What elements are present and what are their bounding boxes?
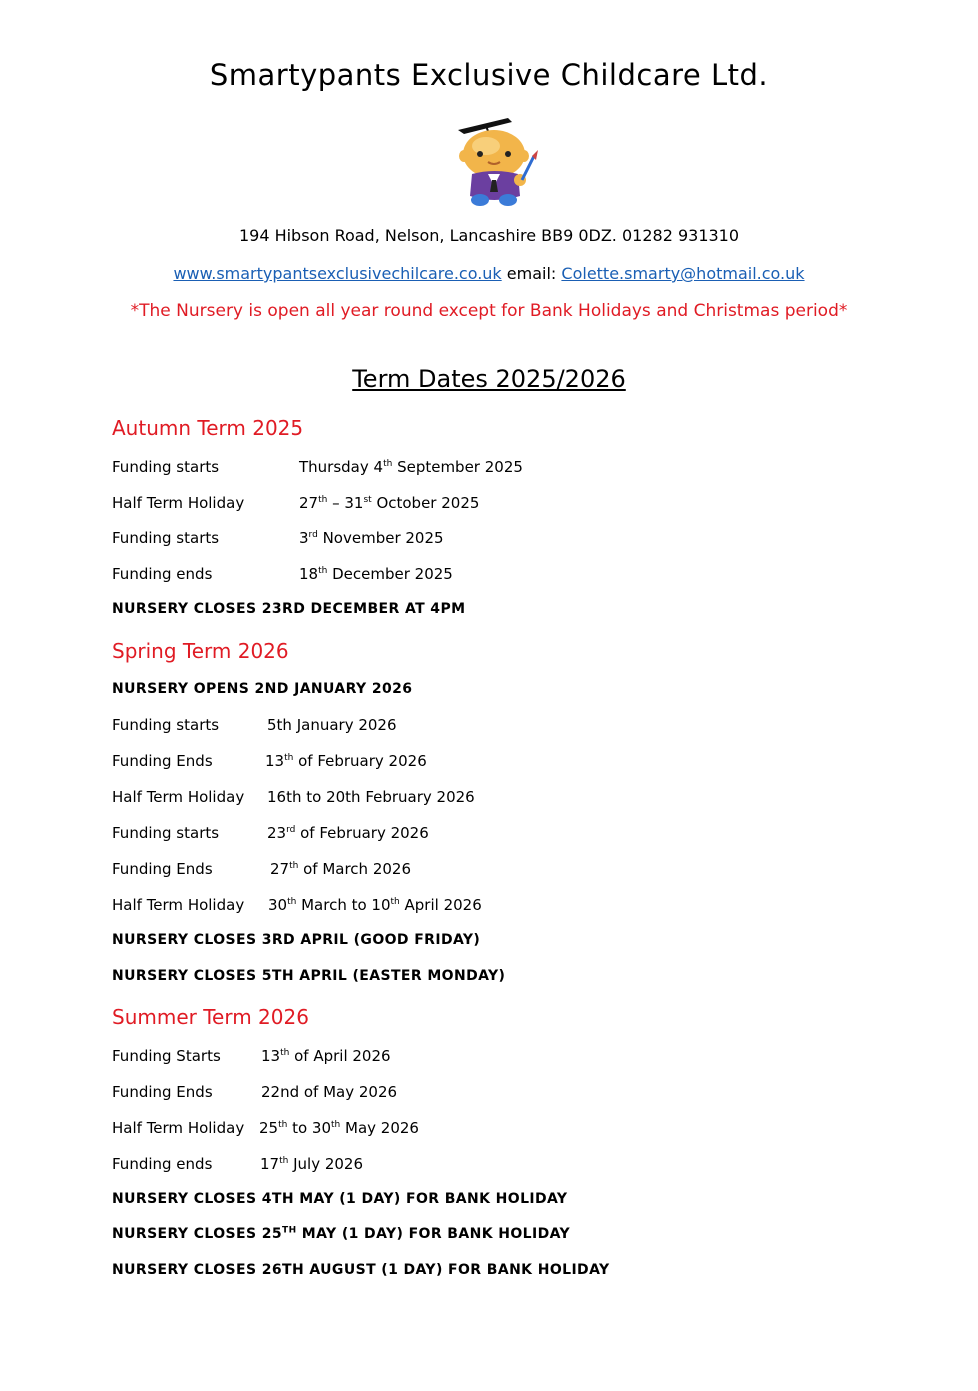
row-label: Funding Starts <box>112 1047 221 1065</box>
row-label: Funding Ends <box>112 1083 213 1101</box>
autumn-term-heading: Autumn Term 2025 <box>112 416 304 440</box>
row-value: 25th to 30th May 2026 <box>259 1119 419 1137</box>
row-value: 17th July 2026 <box>260 1155 364 1173</box>
row-label: Half Term Holiday <box>112 494 245 512</box>
row-label: Funding starts <box>112 716 220 734</box>
graduate-baby-logo-icon <box>456 116 542 208</box>
row-label: Half Term Holiday <box>112 1119 245 1137</box>
row-value: 23rd of February 2026 <box>267 824 429 842</box>
table-row <box>112 788 475 806</box>
closure-note: NURSERY CLOSES 3RD APRIL (GOOD FRIDAY) <box>112 932 481 948</box>
row-value: Thursday 4th September 2025 <box>299 458 523 476</box>
row-value: 22nd of May 2026 <box>261 1083 398 1101</box>
closure-note: NURSERY CLOSES 4TH MAY (1 DAY) FOR BANK HOLIDAY <box>112 1191 568 1207</box>
row-label: Funding ends <box>112 1155 213 1173</box>
table-row <box>112 1155 364 1173</box>
row-label: Funding Ends <box>112 860 213 878</box>
table-row <box>112 716 397 734</box>
email-label: email: <box>506 264 557 283</box>
row-value: 27th of March 2026 <box>270 860 411 878</box>
row-label: Funding starts <box>112 458 220 476</box>
row-value: 5th January 2026 <box>267 716 397 734</box>
row-value: 3rd November 2025 <box>299 529 444 547</box>
table-row <box>112 1083 398 1101</box>
row-label: Funding starts <box>112 529 220 547</box>
page-title: Smartypants Exclusive Childcare Ltd. <box>209 58 769 92</box>
row-value: 18th December 2025 <box>299 565 453 583</box>
closure-note: NURSERY CLOSES 25TH MAY (1 DAY) FOR BANK HOLIDAY <box>112 1225 571 1242</box>
address-line: 194 Hibson Road, Nelson, Lancashire BB9 0DZ. 01282 931310 <box>238 226 740 245</box>
table-row <box>112 1047 391 1065</box>
contact-links <box>0 264 978 283</box>
row-label: Half Term Holiday <box>112 896 245 914</box>
row-label: Funding starts <box>112 824 220 842</box>
table-row <box>112 458 523 476</box>
website-link[interactable]: www.smartypantsexclusivechilcare.co.uk <box>173 264 502 283</box>
closure-note: NURSERY CLOSES 26TH AUGUST (1 DAY) FOR BANK HOLIDAY <box>112 1262 610 1278</box>
summer-term-heading: Summer Term 2026 <box>112 1005 309 1029</box>
table-row <box>112 752 427 770</box>
term-dates-title: Term Dates 2025/2026 <box>352 365 626 393</box>
row-label: Funding Ends <box>112 752 213 770</box>
row-value: 16th to 20th February 2026 <box>267 788 475 806</box>
row-label: Funding ends <box>112 565 213 583</box>
table-row <box>112 896 482 914</box>
opening-note: NURSERY OPENS 2ND JANUARY 2026 <box>112 681 413 697</box>
row-value: 13th of April 2026 <box>261 1047 391 1065</box>
table-row <box>112 529 444 547</box>
table-row <box>112 565 453 583</box>
row-value: 30th March to 10th April 2026 <box>268 896 482 914</box>
table-row <box>112 494 480 512</box>
table-row <box>112 860 411 878</box>
spring-term-heading: Spring Term 2026 <box>112 639 289 663</box>
row-label: Half Term Holiday <box>112 788 245 806</box>
closure-note: NURSERY CLOSES 5TH APRIL (EASTER MONDAY) <box>112 968 506 984</box>
opening-notice: *The Nursery is open all year round except for Bank Holidays and Christmas period* <box>130 301 848 321</box>
email-link[interactable]: Colette.smarty@hotmail.co.uk <box>561 264 805 283</box>
row-value: 27th – 31st October 2025 <box>299 494 480 512</box>
table-row <box>112 1119 419 1137</box>
closure-note: NURSERY CLOSES 23RD DECEMBER AT 4PM <box>112 601 466 617</box>
table-row <box>112 824 429 842</box>
row-value: 13th of February 2026 <box>265 752 427 770</box>
